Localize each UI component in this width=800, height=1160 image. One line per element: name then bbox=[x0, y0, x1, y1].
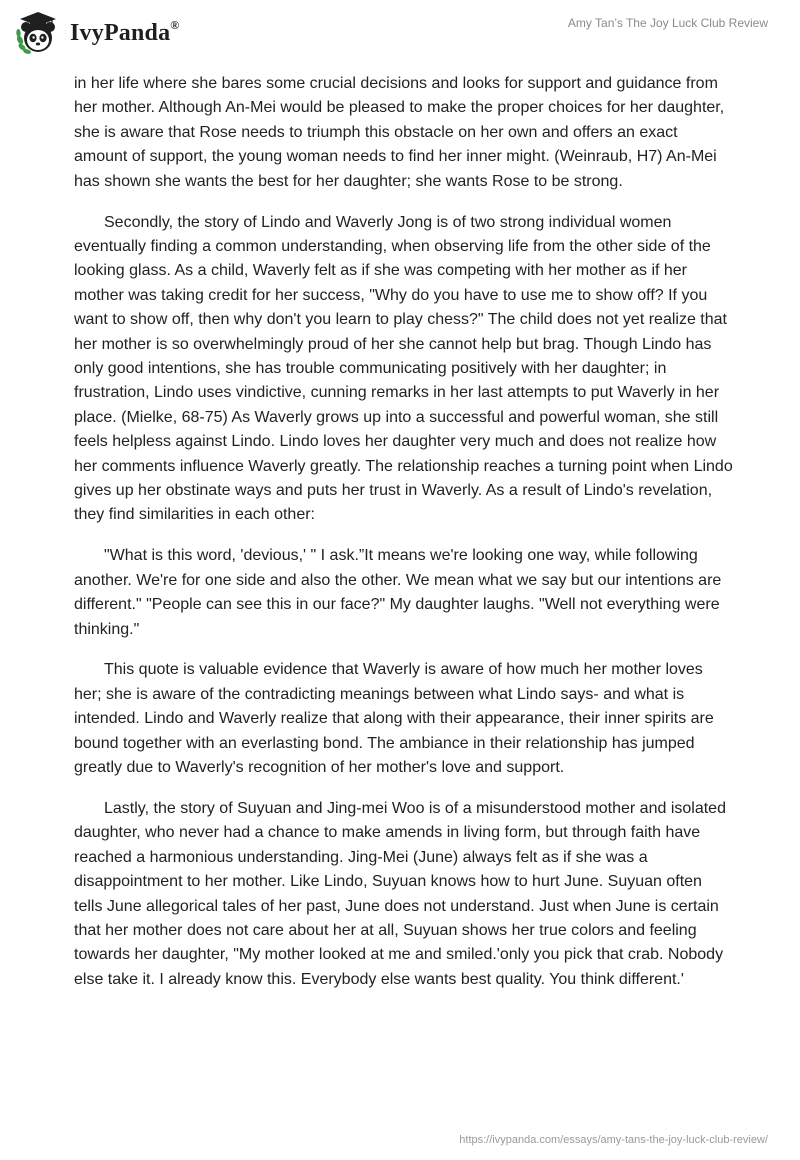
paragraph: Secondly, the story of Lindo and Waverly Jong is of two strong individual women eventually finding a common understanding, when observing life from the other side of the looking glass. As a child, Waverly felt as if she was competing with her mother as if her mother was taking credit for her success, "Why do you have to use me to show off? If you want to show off, then why don't you learn to play chess?" The child does not yet realize that her mother is so overwhelmingly proud of her she cannot help but brag. Though Lindo has only good intentions, she has trouble communicating positively with her daughter; in frustration, Lindo uses vindictive, cunning remarks in her last attempts to put Waverly in her place. (Mielke, 68-75) As Waverly grows up into a successful and powerful woman, she still feels helpless against Lindo. Lindo loves her daughter very much and does not realize how her comments influence Waverly greatly. The relationship reaches a turning point when Lindo gives up her obstinate ways and puts her trust in Waverly. As a result of Lindo's revelation, they find similarities in each other: bbox=[74, 213, 733, 524]
paragraph-continued: in her life where she bares some crucial decisions and looks for support and guidance from her mother. Although An-Mei would be pleased to make the proper choices for her daughter, she is aware that Rose needs to triumph this obstacle on her own and offers an exact amount of support, the young woman needs to find her inner might. (Weinraub, H7) An-Mei has shown she wants the best for her daughter; she wants Rose to be strong. bbox=[74, 75, 725, 190]
page-header bbox=[0, 0, 800, 70]
paragraph: This quote is valuable evidence that Waverly is aware of how much her mother loves her; she is aware of the contradicting meanings between what Lindo says- and what is intended. Lindo and Waverly realize that along with their appearance, their inner spirits are bound together with an everlasting bond. The ambiance in their relationship has jumped greatly due to Waverly's recognition of her mother's love and support. bbox=[74, 661, 714, 777]
registered-mark: ® bbox=[170, 17, 180, 32]
quote-paragraph: "What is this word, 'devious,' " I ask.”It means we're looking one way, while following another. We're for one side and also the other. We mean what we say but our intentions are different." "People can see this in our face?" My daughter laughs. "Well not everything were thinking." bbox=[74, 547, 722, 638]
brand-name: IvyPanda® bbox=[70, 17, 180, 46]
document-title: Amy Tan’s The Joy Luck Club Review bbox=[567, 16, 768, 30]
panda-graduate-icon bbox=[14, 10, 64, 56]
ivypanda-logo[interactable] bbox=[14, 10, 179, 56]
essay-body bbox=[74, 72, 734, 1009]
source-url[interactable]: https://ivypanda.com/essays/amy-tans-the-joy-luck-club-review/ bbox=[459, 1134, 768, 1146]
paragraph: Lastly, the story of Suyuan and Jing-mei Woo is of a misunderstood mother and isolated daughter, who never had a chance to make amends in living form, but through faith have reached a harmonious understanding. Jing-Mei (June) always felt as if she was a disappointment to her mother. Like Lindo, Suyuan knows how to hurt June. Suyuan often tells June allegorical tales of her past, June does not understand. Just when June is certain that her mother does not care about her at all, Suyuan shows her true colors and feeling towards her daughter, "My mother looked at me and smiled.'only you pick that crab. Nobody else take it. I already know this. Everybody else wants best quality. You think different.' bbox=[74, 799, 726, 988]
